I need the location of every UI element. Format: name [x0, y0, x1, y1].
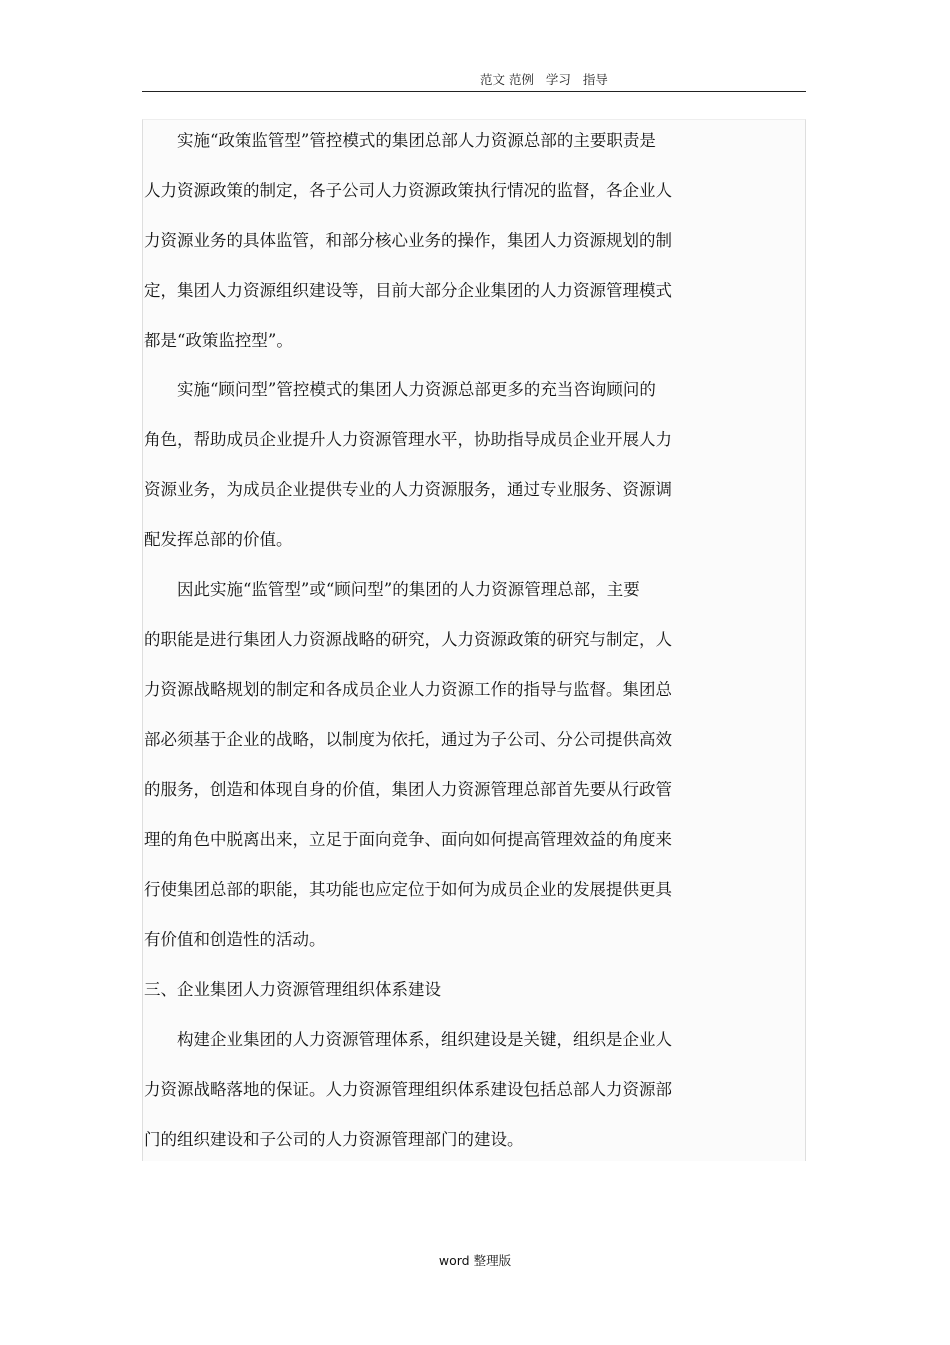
- text-line: 因此实施“监管型”或“顾问型”的集团的人力资源管理总部，主要: [144, 580, 640, 599]
- text-line: 定，集团人力资源组织建设等，目前大部分企业集团的人力资源管理模式: [144, 281, 672, 300]
- text-line: 门的组织建设和子公司的人力资源管理部门的建设。: [144, 1130, 524, 1149]
- text-line: 有价值和创造性的活动。: [144, 930, 326, 949]
- text-line: 部必须基于企业的战略，以制度为依托，通过为子公司、分公司提供高效: [144, 730, 672, 749]
- text-line: 的服务，创造和体现自身的价值，集团人力资源管理总部首先要从行政管: [144, 780, 672, 799]
- text-line: 理的角色中脱离出来，立足于面向竞争、面向如何提高管理效益的角度来: [144, 830, 672, 849]
- text-line: 力资源战略规划的制定和各成员企业人力资源工作的指导与监督。集团总: [144, 680, 672, 699]
- text-line: 资源业务，为成员企业提供专业的人力资源服务，通过专业服务、资源调: [144, 480, 672, 499]
- text-line: 力资源业务的具体监管，和部分核心业务的操作，集团人力资源规划的制: [144, 231, 672, 250]
- text-line: 人力资源政策的制定，各子公司人力资源政策执行情况的监督，各企业人: [144, 181, 672, 200]
- header-text: 范文 范例 学习 指导: [480, 72, 608, 87]
- text-line: 构建企业集团的人力资源管理体系，组织建设是关键，组织是企业人: [144, 1030, 672, 1049]
- section-heading: 三、企业集团人力资源管理组织体系建设: [144, 980, 441, 999]
- text-line: 力资源战略落地的保证。人力资源管理组织体系建设包括总部人力资源部: [144, 1080, 672, 1099]
- text-line: 配发挥总部的价值。: [144, 530, 293, 549]
- page-header: [142, 66, 806, 92]
- text-line: 行使集团总部的职能，其功能也应定位于如何为成员企业的发展提供更具: [144, 880, 672, 899]
- text-line: 实施“政策监管型”管控模式的集团总部人力资源总部的主要职责是: [144, 131, 656, 150]
- text-line: 实施“顾问型”管控模式的集团人力资源总部更多的充当咨询顾问的: [144, 380, 656, 399]
- text-line: 角色，帮助成员企业提升人力资源管理水平，协助指导成员企业开展人力: [144, 430, 672, 449]
- text-line: 都是“政策监控型”。: [144, 331, 293, 350]
- text-line: 的职能是进行集团人力资源战略的研究，人力资源政策的研究与制定，人: [144, 630, 672, 649]
- page-footer: word 整理版: [438, 1253, 512, 1268]
